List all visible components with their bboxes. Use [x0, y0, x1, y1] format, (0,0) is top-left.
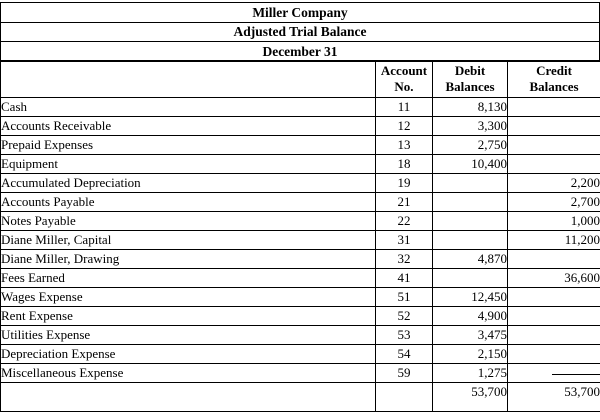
- account-number: 18: [376, 155, 433, 174]
- totals-row: [1, 383, 600, 412]
- account-number: 19: [376, 174, 433, 193]
- total-debit: 53,700: [433, 383, 508, 412]
- debit-amount: 3,475: [433, 326, 508, 345]
- credit-amount: [508, 136, 600, 155]
- table-row: [1, 174, 600, 193]
- table-row: [1, 250, 600, 269]
- table-row: [1, 136, 600, 155]
- debit-amount: 4,900: [433, 307, 508, 326]
- debit-amount: 8,130: [433, 98, 508, 117]
- credit-header: [508, 61, 600, 98]
- credit-amount: [508, 98, 600, 117]
- account-name: Fees Earned: [1, 269, 376, 288]
- account-name: Notes Payable: [1, 212, 376, 231]
- credit-amount: 2,200: [508, 174, 600, 193]
- totals-no-cell: [376, 383, 433, 412]
- total-credit: 53,700: [508, 383, 600, 412]
- debit-amount: 2,750: [433, 136, 508, 155]
- debit-amount: 12,450: [433, 288, 508, 307]
- table-row: [1, 269, 600, 288]
- debit-amount: 4,870: [433, 250, 508, 269]
- credit-amount: [508, 307, 600, 326]
- credit-amount: [508, 364, 600, 383]
- account-number: 41: [376, 269, 433, 288]
- debit-amount: 1,275: [433, 364, 508, 383]
- account-name: Prepaid Expenses: [1, 136, 376, 155]
- account-number: 12: [376, 117, 433, 136]
- account-name: Accumulated Depreciation: [1, 174, 376, 193]
- credit-header-line2: Balances: [529, 79, 579, 94]
- table-row: [1, 231, 600, 250]
- credit-amount: [508, 250, 600, 269]
- debit-amount: 10,400: [433, 155, 508, 174]
- table-row: [1, 288, 600, 307]
- account-name: Miscellaneous Expense: [1, 364, 376, 383]
- account-name: Equipment: [1, 155, 376, 174]
- credit-amount: 11,200: [508, 231, 600, 250]
- account-number: 51: [376, 288, 433, 307]
- account-no-header-line2: No.: [394, 79, 414, 94]
- account-name: Cash: [1, 98, 376, 117]
- debit-amount: 2,150: [433, 345, 508, 364]
- account-name-header: [1, 61, 376, 98]
- account-number: 32: [376, 250, 433, 269]
- credit-amount: [508, 117, 600, 136]
- table-row: [1, 364, 600, 383]
- table-row: [1, 212, 600, 231]
- table-row: [1, 193, 600, 212]
- debit-header: [433, 61, 508, 98]
- trial-balance-table: [0, 60, 600, 412]
- account-name: Rent Expense: [1, 307, 376, 326]
- debit-amount: [433, 193, 508, 212]
- account-number: 21: [376, 193, 433, 212]
- credit-total-rule: [552, 364, 600, 375]
- debit-amount: 3,300: [433, 117, 508, 136]
- table-row: [1, 117, 600, 136]
- company-name: Miller Company: [0, 2, 600, 23]
- account-name: Wages Expense: [1, 288, 376, 307]
- credit-amount: [508, 326, 600, 345]
- account-name: Utilities Expense: [1, 326, 376, 345]
- totals-label-cell: [1, 383, 376, 412]
- account-name: Depreciation Expense: [1, 345, 376, 364]
- credit-amount: 2,700: [508, 193, 600, 212]
- account-name: Diane Miller, Capital: [1, 231, 376, 250]
- account-name: Diane Miller, Drawing: [1, 250, 376, 269]
- statement-title: Adjusted Trial Balance: [0, 22, 600, 42]
- account-number: 31: [376, 231, 433, 250]
- statement-date: December 31: [0, 42, 600, 62]
- account-no-header-line1: Account: [380, 63, 428, 78]
- table-row: [1, 307, 600, 326]
- credit-amount: 36,600: [508, 269, 600, 288]
- account-name: Accounts Payable: [1, 193, 376, 212]
- debit-header-line1: Debit: [454, 63, 486, 78]
- account-number: 52: [376, 307, 433, 326]
- debit-header-line2: Balances: [445, 79, 495, 94]
- credit-amount: [508, 155, 600, 174]
- account-number: 13: [376, 136, 433, 155]
- account-number: 11: [376, 98, 433, 117]
- credit-amount: 1,000: [508, 212, 600, 231]
- table-row: [1, 345, 600, 364]
- account-number: 59: [376, 364, 433, 383]
- trial-balance-sheet: [0, 2, 600, 408]
- column-header-row: [1, 61, 600, 98]
- account-number: 22: [376, 212, 433, 231]
- debit-amount: [433, 269, 508, 288]
- credit-amount: [508, 345, 600, 364]
- account-name: Accounts Receivable: [1, 117, 376, 136]
- table-row: [1, 326, 600, 345]
- debit-amount: [433, 212, 508, 231]
- credit-amount: [508, 288, 600, 307]
- account-no-header: [376, 61, 433, 98]
- account-number: 53: [376, 326, 433, 345]
- debit-amount: [433, 231, 508, 250]
- account-number: 54: [376, 345, 433, 364]
- table-row: [1, 155, 600, 174]
- credit-header-line1: Credit: [536, 63, 572, 78]
- debit-amount: [433, 174, 508, 193]
- table-row: [1, 98, 600, 117]
